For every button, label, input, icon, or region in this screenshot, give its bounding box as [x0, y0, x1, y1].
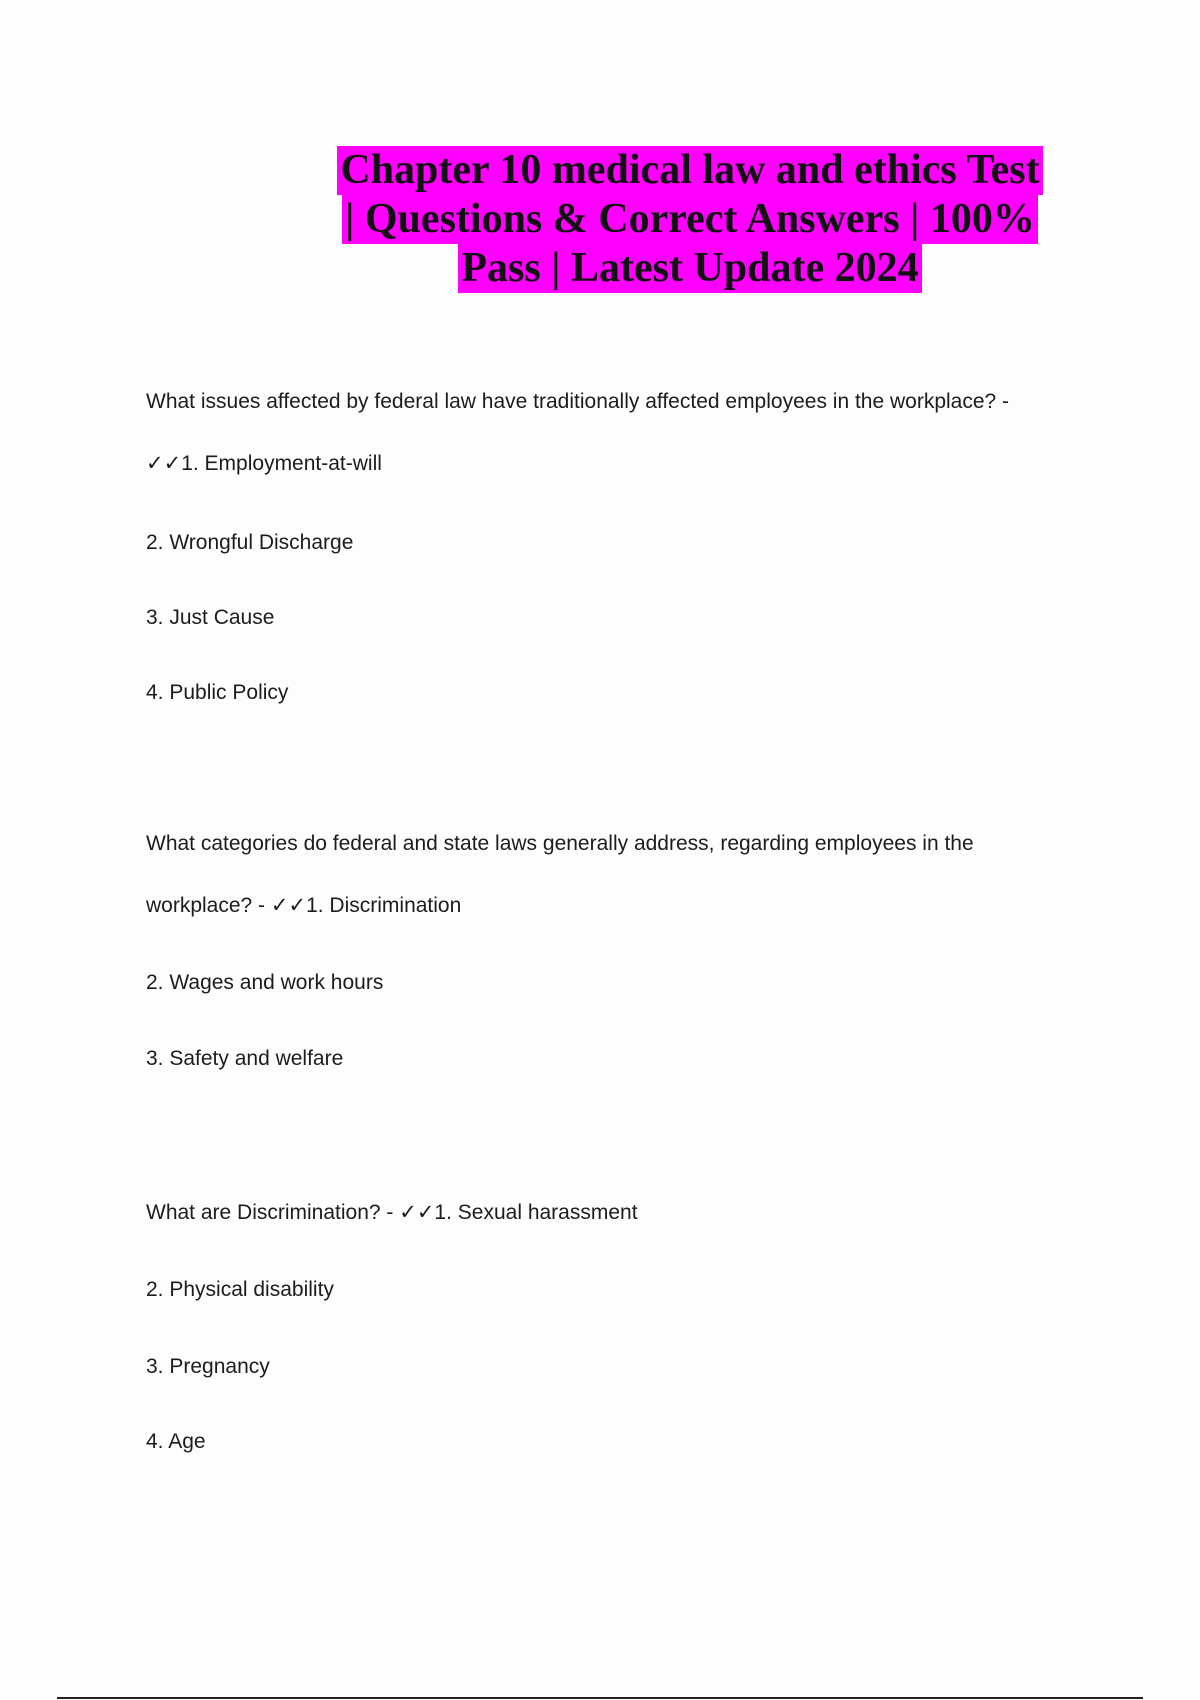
question-2-answer-2: 2. Wages and work hours — [146, 971, 384, 994]
question-1-answer-2: 2. Wrongful Discharge — [146, 531, 354, 554]
question-1-text: What issues affected by federal law have traditionally affected employees in the workplace? - — [146, 390, 1010, 413]
question-1-answer-1: ✓✓1. Employment-at-will — [146, 452, 382, 475]
question-2-answer-1: workplace? - ✓✓1. Discrimination — [146, 894, 462, 917]
footer-divider — [57, 1697, 1143, 1699]
question-2-answer-3: 3. Safety and welfare — [146, 1047, 344, 1070]
question-3-answer-3: 3. Pregnancy — [146, 1355, 270, 1378]
question-1-answer-4: 4. Public Policy — [146, 681, 289, 704]
document-title — [300, 146, 1080, 293]
title-line: Pass | Latest Update 2024 — [458, 244, 921, 293]
question-1-answer-3: 3. Just Cause — [146, 606, 275, 629]
question-3-answer-2: 2. Physical disability — [146, 1278, 334, 1301]
question-3-text: What are Discrimination? - ✓✓1. Sexual harassment — [146, 1201, 638, 1224]
title-line: Chapter 10 medical law and ethics Test — [337, 146, 1042, 195]
question-2-text: What categories do federal and state laws generally address, regarding employees in the — [146, 832, 974, 855]
question-3-answer-4: 4. Age — [146, 1430, 206, 1453]
title-line: | Questions & Correct Answers | 100% — [342, 195, 1038, 244]
